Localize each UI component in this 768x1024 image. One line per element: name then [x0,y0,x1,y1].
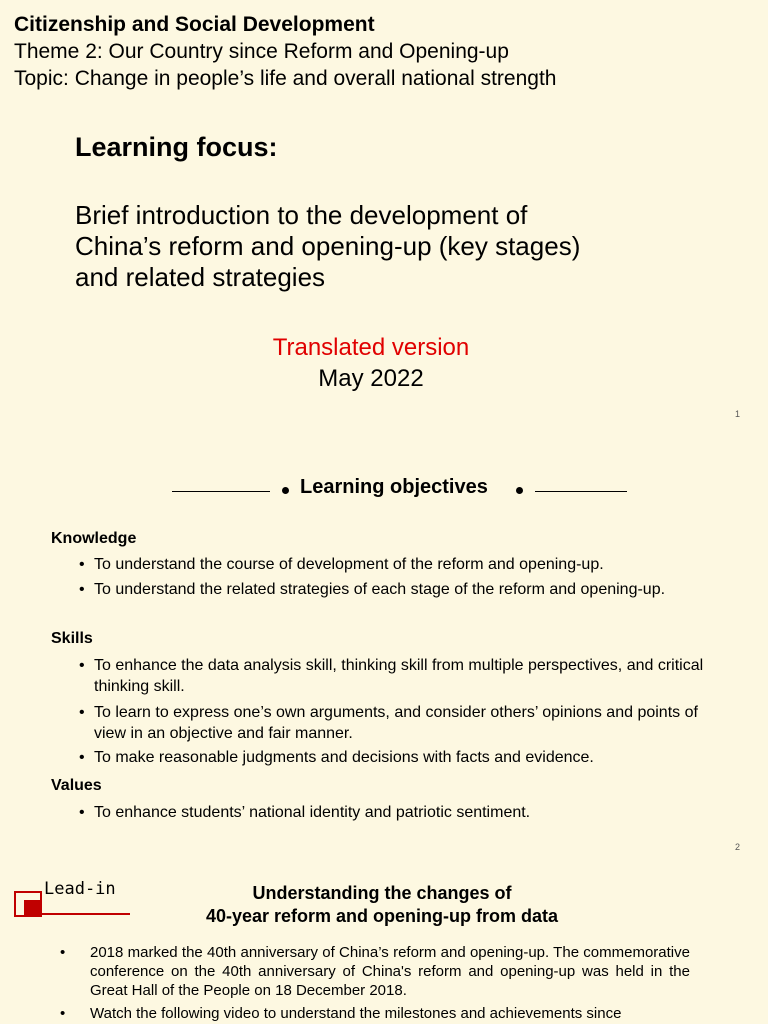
learning-objectives-title: Learning objectives [300,476,488,498]
bullet-icon: • [79,704,85,721]
learning-focus-line: and related strategies [75,262,326,292]
knowledge-label: Knowledge [51,530,137,547]
bullet-icon: • [79,657,85,674]
title-rule-right [535,491,627,492]
list-item [79,747,719,768]
list-item [79,554,719,575]
title-rule-left [172,491,270,492]
skills-label: Skills [51,630,93,647]
objective-text: To understand the related strategies of each stage of the reform and opening-up. [94,581,666,598]
slide-2 [0,440,768,860]
title-dot-right-icon [516,487,523,494]
learning-focus-line: China’s reform and opening-up (key stages) [75,231,581,261]
page-number: 1 [735,409,741,419]
date-label: May 2022 [318,365,424,392]
slide-1 [0,0,768,430]
bullet-icon: • [60,944,66,961]
objective-text: To make reasonable judgments and decisions with facts and evidence. [94,749,594,766]
lead-in-title-line: 40-year reform and opening-up from data [205,906,559,926]
lead-in-label: Lead-in [44,879,116,899]
list-item [79,802,719,823]
slide-3 [0,870,768,1024]
page-number: 2 [735,842,741,852]
bullet-icon: • [79,581,85,598]
bullet-icon: • [79,556,85,573]
objective-text: To learn to express one’s own arguments, and consider others’ opinions and points of view in an objective and fair manner. [94,704,698,742]
lead-in-title [150,882,614,928]
bullet-icon: • [60,1005,66,1022]
list-item [79,655,719,697]
lead-in-bullet-text: 2018 marked the 40th anniversary of China’s reform and opening-up. The commemorative conference on the 40th anniversary of China's reform and opening-up was held in the Great Hall of the People on 18 December 2018. [90,944,690,999]
bullet-icon: • [79,749,85,766]
learning-focus-line: Brief introduction to the development of [75,200,528,230]
list-item [79,579,719,600]
theme-line: Theme 2: Our Country since Reform and Opening-up [14,40,509,63]
values-label: Values [51,777,102,794]
list-item [60,1004,690,1023]
topic-line: Topic: Change in people’s life and overall national strength [14,67,557,90]
translated-version-label: Translated version [272,334,470,361]
lead-in-bullet-text: Watch the following video to understand the milestones and achievements since [90,1005,622,1022]
list-item [79,702,719,744]
objective-text: To enhance the data analysis skill, thinking skill from multiple perspectives, and critical thinking skill. [94,657,704,695]
lead-in-title-line: Understanding the changes of [252,883,512,903]
course-title: Citizenship and Social Development [14,13,375,36]
title-dot-left-icon [282,487,289,494]
learning-focus-body [75,200,580,293]
list-item [60,943,690,1000]
objective-text: To enhance students’ national identity and patriotic sentiment. [94,804,531,821]
learning-focus-title: Learning focus: [75,132,278,162]
bullet-icon: • [79,804,85,821]
objective-text: To understand the course of development of the reform and opening-up. [94,556,604,573]
lead-in-underline [30,913,130,915]
